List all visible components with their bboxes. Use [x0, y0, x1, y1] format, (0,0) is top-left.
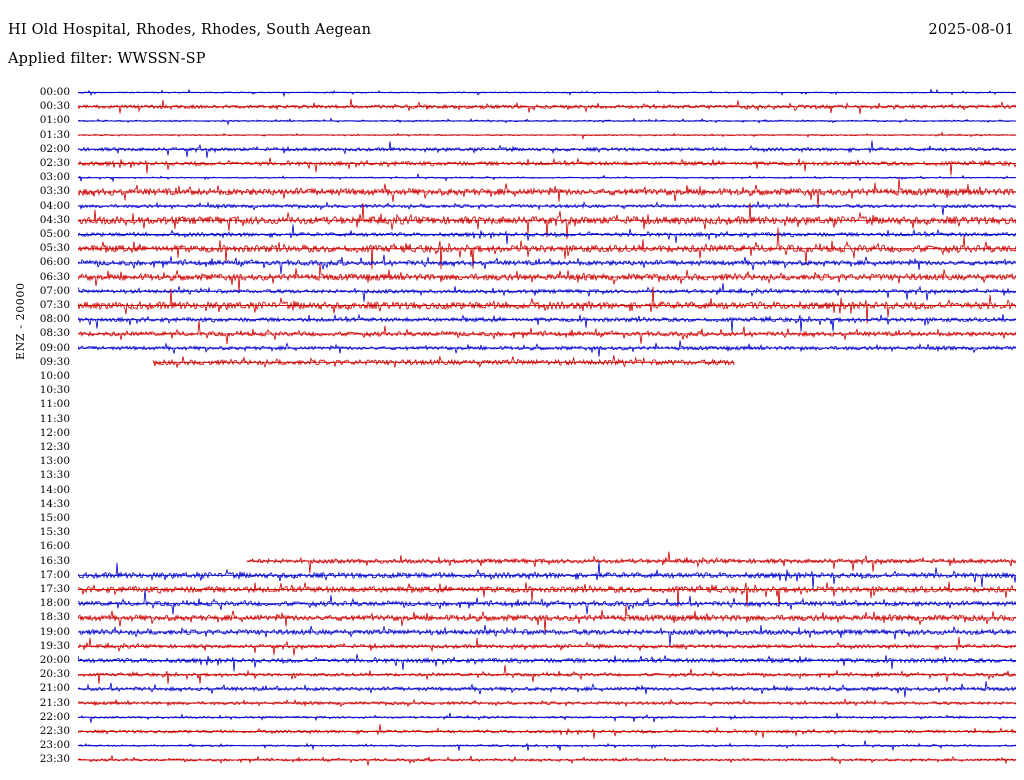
- time-tick-label: 00:30: [39, 100, 70, 113]
- time-tick-label: 04:00: [39, 199, 70, 212]
- time-tick-label: 09:00: [39, 341, 70, 354]
- chart-header: [0, 0, 1024, 78]
- time-tick-label: 04:30: [39, 213, 70, 226]
- trace-line: [78, 264, 1016, 292]
- trace-line: [78, 158, 1016, 176]
- trace-line: [78, 625, 1016, 647]
- time-tick-label: 19:30: [39, 639, 70, 652]
- trace-line: [78, 314, 1016, 332]
- time-tick-label: 08:00: [39, 313, 70, 326]
- time-tick-label: 13:30: [39, 469, 70, 482]
- time-tick-label: 11:30: [39, 412, 70, 425]
- time-tick-label: 20:30: [39, 668, 70, 681]
- y-axis-label: ENZ - 20000: [14, 282, 27, 360]
- time-tick-label: 17:00: [39, 568, 70, 581]
- time-tick-label: 06:30: [39, 270, 70, 283]
- time-tick-label: 07:00: [39, 284, 70, 297]
- time-tick-label: 18:30: [39, 611, 70, 624]
- time-tick-label: 16:00: [39, 540, 70, 553]
- time-tick-label: 22:30: [39, 725, 70, 737]
- time-tick-label: 14:00: [39, 483, 70, 496]
- trace-line: [247, 552, 1016, 574]
- time-tick-label: 21:00: [39, 682, 70, 695]
- time-tick-label: 15:30: [39, 526, 70, 539]
- time-tick-label: 08:30: [39, 327, 70, 340]
- time-tick-label: 09:30: [39, 355, 70, 368]
- time-tick-label: 23:30: [39, 753, 70, 766]
- trace-line: [78, 321, 1016, 344]
- trace-line: [153, 355, 735, 367]
- time-tick-label: 10:30: [39, 384, 70, 397]
- time-tick-label: 12:00: [39, 426, 70, 439]
- time-axis-ticks: [0, 84, 74, 774]
- time-tick-label: 00:00: [39, 86, 70, 98]
- time-tick-label: 16:30: [39, 554, 70, 567]
- seismogram-traces: [78, 84, 1016, 770]
- time-tick-label: 11:00: [39, 398, 70, 411]
- time-tick-label: 12:30: [39, 441, 70, 453]
- time-tick-label: 10:00: [39, 370, 70, 382]
- time-tick-label: 22:00: [39, 710, 70, 723]
- time-tick-label: 02:30: [39, 157, 70, 169]
- trace-line: [78, 255, 1016, 274]
- time-tick-label: 05:30: [39, 242, 70, 255]
- time-tick-label: 06:00: [39, 256, 70, 269]
- time-tick-label: 13:00: [39, 455, 70, 468]
- trace-line: [78, 654, 1016, 671]
- trace-line: [78, 283, 1016, 302]
- page-title: HI Old Hospital, Rhodes, Rhodes, South Aegean: [8, 22, 372, 38]
- trace-line: [78, 590, 1016, 615]
- time-tick-label: 07:30: [39, 299, 70, 311]
- time-tick-label: 03:30: [39, 185, 70, 198]
- trace-line: [78, 178, 1016, 208]
- plot-date: 2025-08-01: [928, 22, 1014, 38]
- trace-line: [78, 341, 1016, 357]
- seismogram-plot: [78, 84, 1016, 770]
- trace-line: [78, 681, 1016, 697]
- time-tick-label: 17:30: [39, 583, 70, 595]
- time-tick-label: 15:00: [39, 512, 70, 524]
- applied-filter-label: Applied filter: WWSSN-SP: [8, 51, 206, 67]
- time-tick-label: 14:30: [39, 497, 70, 510]
- time-tick-label: 20:00: [39, 654, 70, 666]
- time-tick-label: 23:00: [39, 739, 70, 752]
- time-tick-label: 02:00: [39, 142, 70, 155]
- trace-line: [78, 713, 1016, 723]
- time-tick-label: 19:00: [39, 625, 70, 638]
- time-tick-label: 05:00: [39, 228, 70, 240]
- time-tick-label: 01:00: [39, 114, 70, 127]
- time-tick-label: 03:00: [39, 171, 70, 184]
- time-tick-label: 18:00: [39, 597, 70, 610]
- trace-line: [78, 119, 1016, 125]
- trace-line: [78, 755, 1016, 765]
- time-tick-label: 21:30: [39, 696, 70, 709]
- time-tick-label: 01:30: [39, 128, 70, 141]
- trace-line: [78, 606, 1016, 632]
- trace-line: [78, 202, 1016, 215]
